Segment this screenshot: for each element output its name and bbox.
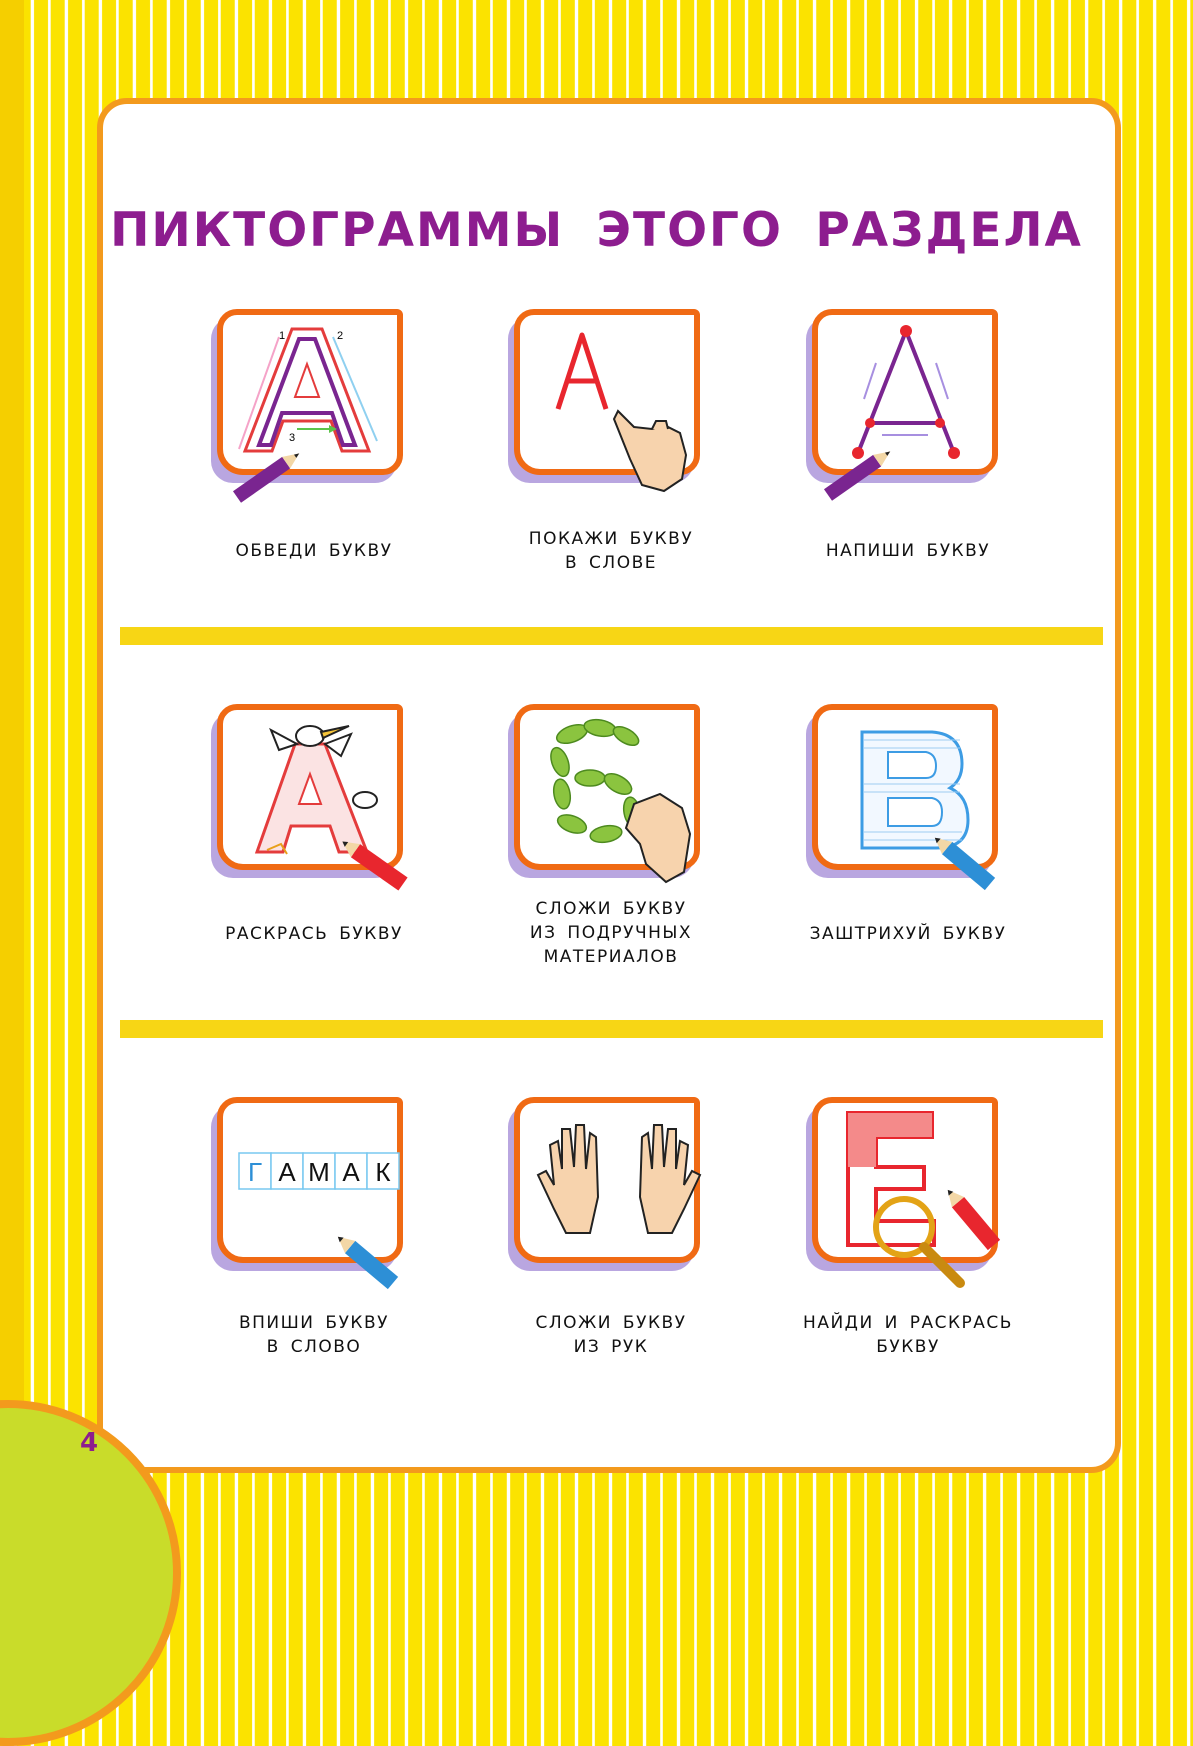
caption-hands-letter: СЛОЖИ БУКВУ ИЗ РУК: [535, 1313, 687, 1357]
svg-text:М: М: [308, 1157, 330, 1187]
svg-text:А: А: [278, 1157, 296, 1187]
page-number: 4: [80, 1428, 99, 1458]
caption-insert-letter: ВПИШИ БУКВУ В СЛОВО: [238, 1313, 390, 1357]
page-title: ПИКТОГРАММЫ ЭТОГО РАЗДЕЛА: [110, 203, 1083, 258]
svg-text:3: 3: [289, 432, 296, 444]
icon-insert-letter: [217, 1097, 432, 1307]
show-letter-art: [514, 309, 729, 519]
svg-text:2: 2: [337, 330, 344, 342]
icon-color-letter: [217, 704, 432, 914]
caption-hatch-letter: ЗАШТРИХУЙ БУКВУ: [809, 924, 1007, 944]
trace-letter-art: [217, 309, 432, 519]
icon-build-letter: [514, 704, 729, 914]
insert-letter-art: [217, 1097, 432, 1307]
svg-text:1: 1: [279, 330, 286, 342]
red-pencil-icon: [942, 1185, 1001, 1250]
divider-2: [120, 1020, 1103, 1038]
blue-pencil-icon: [333, 1231, 398, 1290]
caption-trace-letter: ОБВЕДИ БУКВУ: [235, 541, 393, 561]
hand-icon: [538, 1125, 700, 1233]
divider-1: [120, 627, 1103, 645]
pointing-hand-icon: [614, 411, 686, 491]
hands-letter-art: [514, 1097, 729, 1307]
write-letter-art: [812, 309, 1027, 519]
svg-text:К: К: [375, 1157, 391, 1187]
color-letter-art: [217, 704, 432, 914]
find-letter-art: [812, 1097, 1027, 1307]
svg-text:Г: Г: [247, 1157, 263, 1187]
svg-text:А: А: [342, 1157, 360, 1187]
icon-hands-letter: [514, 1097, 729, 1307]
caption-show-letter: ПОКАЖИ БУКВУ В СЛОВЕ: [528, 529, 694, 573]
icon-find-letter: [812, 1097, 1027, 1307]
caption-write-letter: НАПИШИ БУКВУ: [825, 541, 991, 561]
red-pencil-icon: [338, 835, 408, 891]
caption-build-letter: СЛОЖИ БУКВУ ИЗ ПОДРУЧНЫХ МАТЕРИАЛОВ: [529, 899, 693, 967]
icon-hatch-letter: [812, 704, 1027, 914]
hatch-letter-art: [812, 704, 1027, 914]
purple-pencil-icon: [233, 448, 303, 503]
build-letter-art: [514, 704, 729, 914]
icon-write-letter: [812, 309, 1027, 519]
caption-color-letter: РАСКРАСЬ БУКВУ: [225, 924, 403, 944]
icon-show-letter: [514, 309, 729, 519]
pinching-hand-icon: [626, 794, 690, 882]
caption-find-letter: НАЙДИ И РАСКРАСЬ БУКВУ: [803, 1313, 1013, 1357]
icon-trace-letter: [217, 309, 432, 519]
